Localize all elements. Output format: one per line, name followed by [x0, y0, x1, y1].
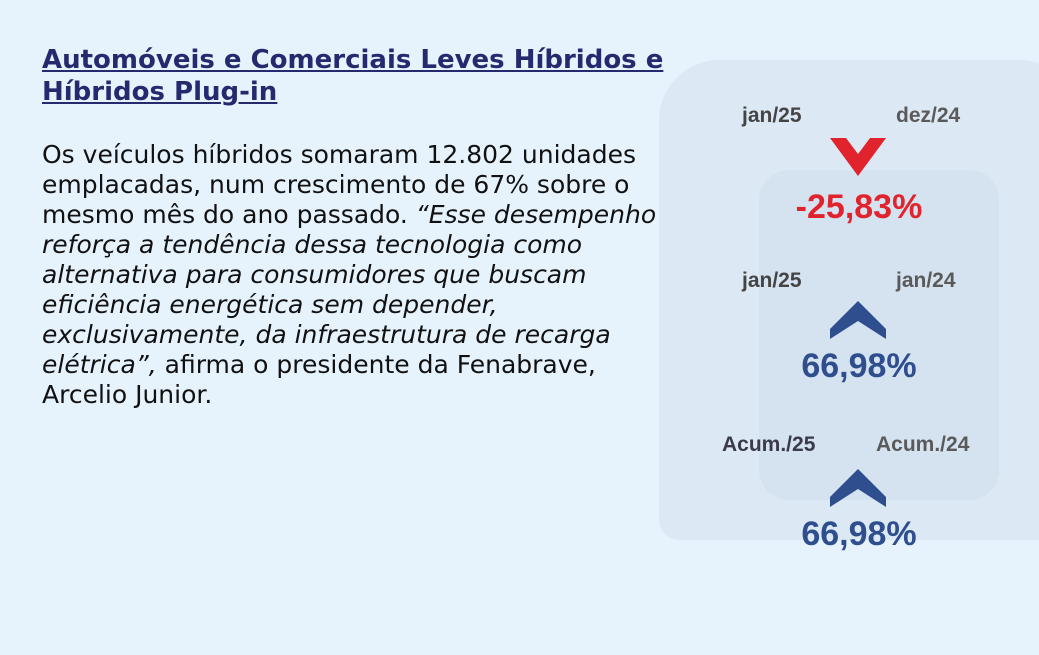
stat-period-current: jan/25	[742, 104, 802, 127]
body-quote: “Esse desempenho reforça a tendência dessa tecnologia como alternativa para consumidores que buscam eficiência energética sem depender, exclusivamente, da infraestrutura de recarga elétrica”,	[42, 200, 657, 379]
stat-period-previous: dez/24	[896, 104, 961, 127]
body-paragraph	[42, 140, 682, 410]
arrow-up-icon	[828, 299, 888, 341]
stat-period-current: jan/25	[742, 269, 802, 292]
stat-percentage: 66,98%	[801, 515, 917, 553]
stat-period-current: Acum./25	[722, 433, 816, 456]
stat-labels	[720, 104, 1000, 134]
body-attribution: afirma o presidente da Fenabrave, Arcelio Junior.	[42, 350, 596, 409]
stat-accumulated	[720, 433, 1000, 553]
stat-labels	[720, 433, 1000, 463]
stat-period-previous: Acum./24	[876, 433, 970, 456]
arrow-down-icon	[828, 136, 888, 178]
stat-percentage: 66,98%	[801, 347, 917, 385]
stat-month-vs-previous	[720, 104, 1000, 226]
stat-period-previous: jan/24	[896, 269, 956, 292]
stat-percentage: -25,83%	[795, 188, 923, 226]
body-intro: Os veículos híbridos somaram 12.802 unidades emplacadas, num crescimento de 67% sobre o mesmo mês do ano passado.	[42, 140, 637, 229]
section-title: Automóveis e Comerciais Leves Híbridos e Híbridos Plug-in	[42, 45, 664, 107]
stat-year-over-year	[720, 269, 1000, 385]
stat-labels	[720, 269, 1000, 299]
arrow-up-icon	[828, 467, 888, 509]
